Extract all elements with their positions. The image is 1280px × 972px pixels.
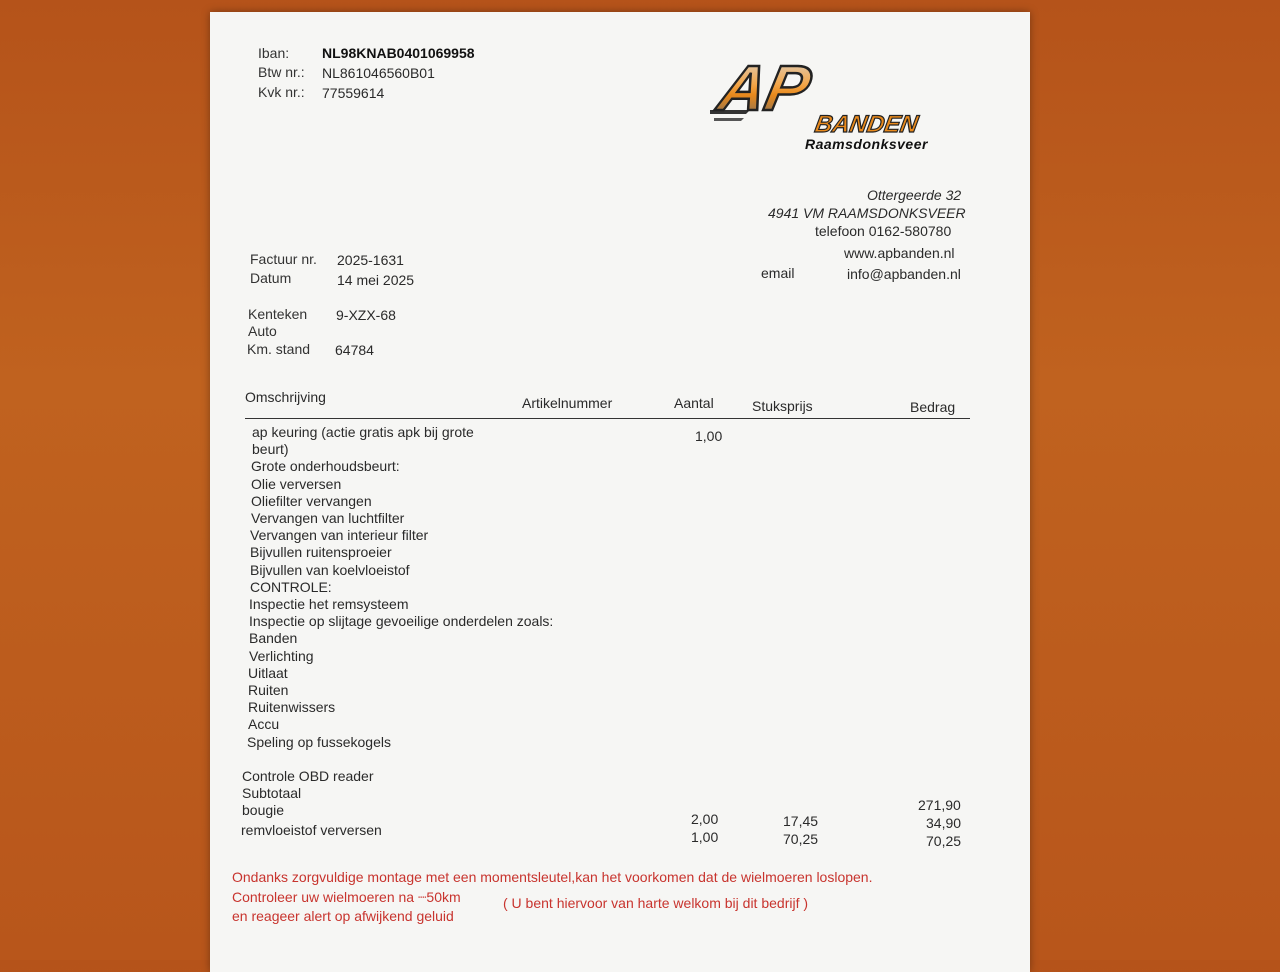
btw-label: Btw nr.: — [258, 64, 305, 80]
row-bougie-amount: 34,90 — [926, 815, 962, 831]
email-label: email — [761, 265, 795, 281]
btw-value: NL861046560B01 — [322, 65, 435, 81]
row-brake-fluid-amount: 70,25 — [926, 833, 962, 849]
header-article: Artikelnummer — [522, 395, 613, 411]
row-bougie-description: bougie — [242, 802, 285, 818]
company-email: info@apbanden.nl — [847, 266, 961, 282]
company-website: www.apbanden.nl — [844, 245, 955, 261]
header-description: Omschrijving — [245, 389, 326, 405]
description-line: Speling op fussekogels — [247, 733, 391, 750]
description-line: ap keuring (actie gratis apk bij grote — [252, 424, 474, 440]
description-line: Oliefilter vervangen — [251, 492, 372, 509]
company-phone: telefoon 0162-580780 — [815, 223, 952, 239]
header-unit-price: Stuksprijs — [752, 398, 813, 414]
invoice-number: 2025-1631 — [337, 252, 404, 268]
logo-main-text: AP — [712, 52, 817, 124]
company-postal-city: 4941 VM RAAMSDONKSVEER — [768, 205, 966, 221]
kvk-label: Kvk nr.: — [258, 84, 305, 100]
description-line: Ruiten — [248, 682, 289, 699]
subtotal-label: Subtotaal — [242, 785, 302, 801]
km-label: Km. stand — [247, 341, 311, 357]
row-brake-fluid-quantity: 1,00 — [691, 829, 719, 845]
iban-label: Iban: — [258, 45, 290, 61]
description-line: Banden — [249, 630, 298, 647]
header-amount: Bedrag — [910, 399, 956, 415]
row-brake-fluid-unit-price: 70,25 — [783, 831, 819, 847]
obd-line: Controle OBD reader — [242, 768, 374, 784]
invoice-number-label: Factuur nr. — [250, 251, 317, 267]
description-line: Olie verversen — [251, 475, 342, 492]
first-row-quantity: 1,00 — [695, 428, 723, 444]
iban-value: NL98KNAB0401069958 — [322, 45, 475, 61]
description-line: Grote onderhoudsbeurt: — [251, 458, 400, 475]
row-bougie-unit-price: 17,45 — [783, 813, 819, 829]
kvk-value: 77559614 — [322, 85, 385, 101]
logo-city-text: Raamsdonksveer — [805, 136, 928, 152]
description-line: Bijvullen ruitensproeier — [250, 544, 392, 561]
header-quantity: Aantal — [674, 395, 714, 411]
header-divider — [245, 418, 970, 419]
subtotal-amount: 271,90 — [918, 797, 961, 813]
ap-banden-logo-icon — [710, 52, 970, 162]
description-line: Verlichting — [249, 647, 314, 664]
description-line: Vervangen van luchtfilter — [251, 510, 405, 527]
description-line: Ruitenwissers — [248, 699, 336, 716]
description-line: Uitlaat — [248, 664, 288, 681]
description-line: Accu — [248, 716, 280, 733]
description-line: beurt) — [252, 441, 289, 458]
notice-line-3: en reageer alert op afwijkend geluid — [232, 908, 454, 924]
row-brake-fluid-description: remvloeistof verversen — [241, 822, 382, 838]
plate-label: Kenteken — [248, 306, 308, 322]
notice-line-1: Ondanks zorgvuldige montage met een momentsleutel,kan het voorkomen dat de wielmoeren loslopen. — [232, 869, 873, 885]
invoice-date-label: Datum — [250, 270, 292, 286]
description-lines — [245, 424, 553, 751]
car-label: Auto — [248, 323, 277, 339]
invoice-date: 14 mei 2025 — [337, 272, 415, 288]
km-value: 64784 — [335, 342, 374, 358]
description-line: Bijvullen van koelvloeistof — [250, 561, 410, 578]
description-line: Vervangen van interieur filter — [250, 527, 429, 544]
row-bougie-quantity: 2,00 — [691, 811, 719, 827]
logo-sub-text: BANDEN — [812, 111, 921, 138]
company-logo — [710, 52, 970, 162]
description-line: Inspectie het remsysteem — [249, 596, 409, 613]
description-line: Inspectie op slijtage gevoeilige onderdelen zoals: — [249, 613, 554, 630]
company-street: Ottergeerde 32 — [867, 187, 962, 203]
description-line: CONTROLE: — [250, 578, 332, 595]
notice-line-2b: ( U bent hiervoor van harte welkom bij dit bedrijf ) — [503, 895, 809, 911]
notice-line-2a: Controleer uw wielmoeren na ┈50km — [232, 889, 461, 905]
plate-value: 9-XZX-68 — [336, 307, 396, 323]
